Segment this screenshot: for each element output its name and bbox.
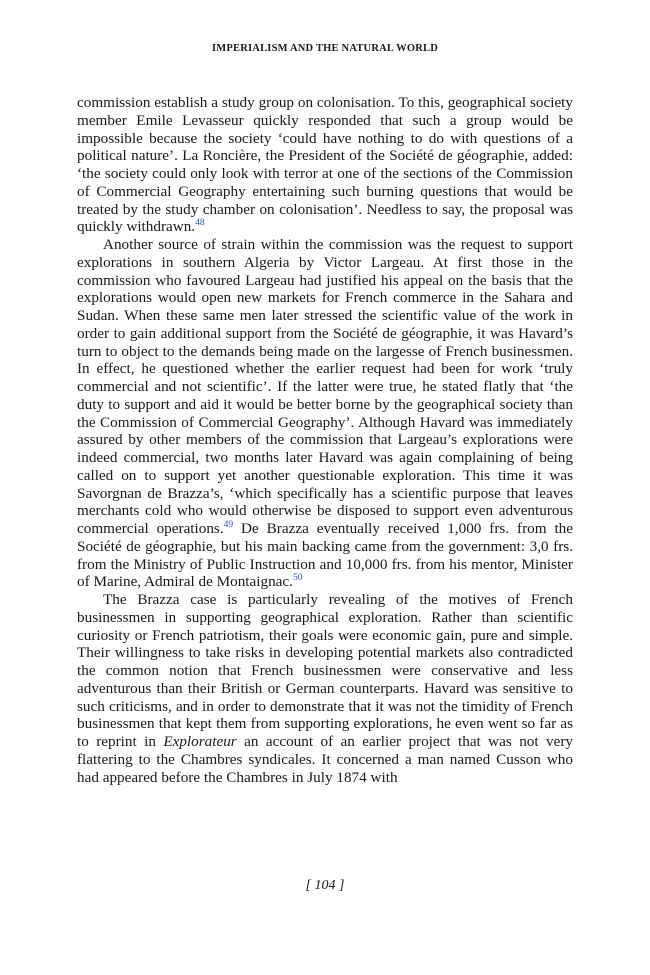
body-text bbox=[77, 94, 573, 786]
text-run: commission establish a study group on colonisation. To this, geographical society member Emile Levasseur quickly responded that such a group would be impossible because the society ‘could have nothing to do with questions of a political nature’. La Roncière, the President of the Société de géographie, added: ‘the society could only look with terror at one of the sections of the Commission of Commercial Geography entertaining such burning questions that would be treated by the study chamber on colonisation’. Needless to say, the proposal was quickly withdrawn. bbox=[77, 94, 573, 236]
footnote-marker[interactable]: 48 bbox=[195, 218, 205, 229]
paragraph bbox=[77, 94, 573, 236]
text-run: De Brazza eventually received 1,000 frs. from the Société de géographie, but his main backing came from the government: 3,0 frs. from the Ministry of Public Instruction and 10,000 frs. from his mentor, Minister of Marine, Admiral de Montaignac. bbox=[77, 520, 573, 591]
paragraph bbox=[77, 591, 573, 786]
italic-title: Explorateur bbox=[163, 733, 237, 750]
running-head: IMPERIALISM AND THE NATURAL WORLD bbox=[212, 43, 438, 54]
footnote-marker[interactable]: 50 bbox=[292, 573, 303, 584]
footnote-marker[interactable]: 49 bbox=[223, 520, 234, 530]
paragraph bbox=[77, 236, 573, 591]
text-run: Another source of strain within the commission was the request to support explorations in southern Algeria by Victor Largeau. At first those in the commission who favoured Largeau had justified his appeal on the basis that the explorations would open new markets for French commerce in the Sahara and Sudan. When these same men later stressed the scientific value of the work in order to gain additional support from the Société de géographie, it was Havard’s turn to object to the demands being made on the largesse of French businessmen. In effect, he questioned whether the earlier request had been for work ‘truly commercial and not scientific’. If the latter were true, he stated flatly that ‘the duty to support and aid it would be better borne by the geographical society than the Commission of Commercial Geography’. Although Havard was immediately assured by other members of the commission that Largeau’s explorations were indeed commercial, two months later Havard was again complaining of being called on to support yet another questionable exploration. This time it was Savorgnan de Brazza’s, ‘which specifically has a scientific purpose that leaves merchants cold who would otherwise be disposed to support even adventurous commercial operations. bbox=[77, 236, 573, 537]
text-run: an account of an earlier project that was not very flattering to the Chambres syndicales. It concerned a man named Cusson who had appeared before the Chambres in July 1874 with bbox=[77, 733, 573, 786]
text-run: The Brazza case is particularly revealing of the motives of French businessmen in supporting geographical exploration. Rather than scientific curiosity or French patriotism, their goals were economic gain, pure and simple. Their willingness to take risks in developing potential markets also contradicted the common notion that French businessmen were conservative and less adventurous than their British or German counterparts. Havard was sensitive to such criticisms, and in order to demonstrate that it was not the timidity of French businessmen that kept them from supporting explorations, he even went so far as to reprint in bbox=[77, 591, 573, 750]
page-number: [ 104 ] bbox=[305, 878, 345, 893]
